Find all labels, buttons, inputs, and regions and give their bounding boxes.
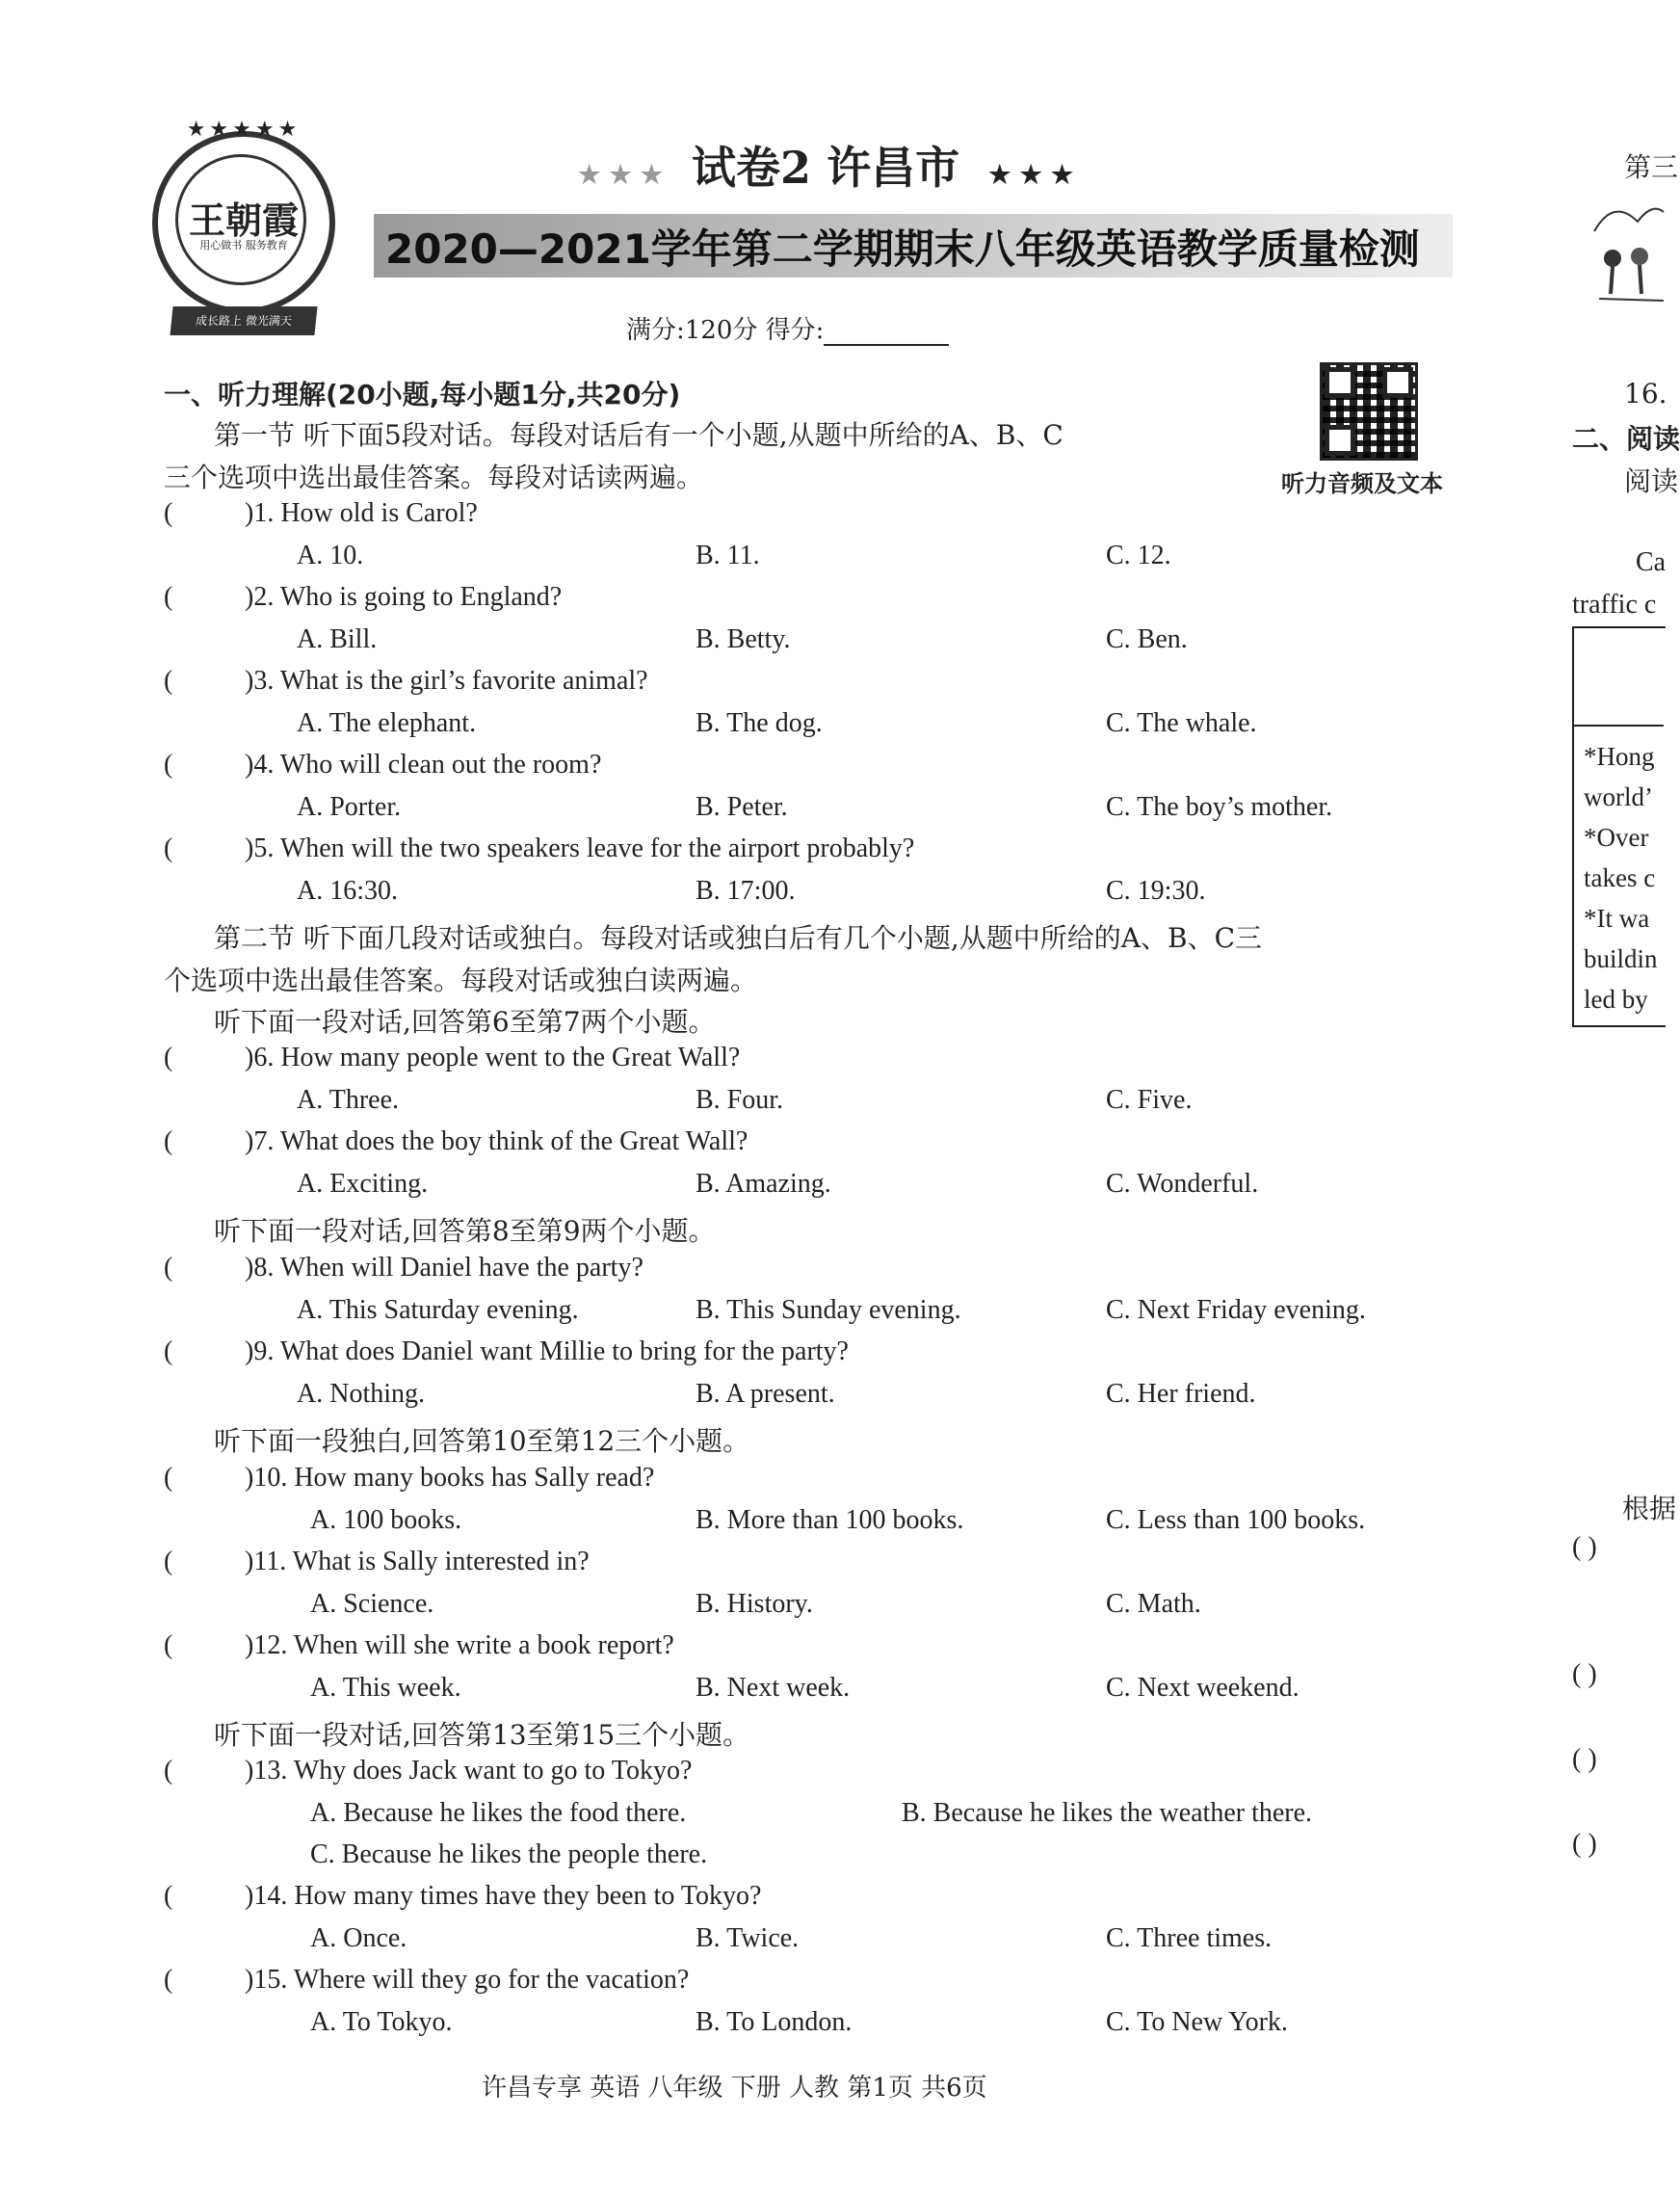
q2-option-a: A. Bill. (297, 624, 378, 654)
q14-option-a: A. Once. (310, 1923, 407, 1953)
right-edge-paren-3[interactable]: ( ) (1572, 1744, 1597, 1774)
question-12: )12. When will she write a book report? (245, 1630, 674, 1660)
instruction-10-12: 听下面一段独白,回答第10至第12三个小题。 (214, 1425, 750, 1457)
paren-12[interactable]: ( (164, 1630, 173, 1660)
q10-option-c: C. Less than 100 books. (1106, 1505, 1366, 1535)
right-edge-text-8: world’ (1584, 782, 1653, 811)
question-9: )9. What does Daniel want Millie to bring for the party? (245, 1336, 849, 1366)
q7-option-b: B. Amazing. (696, 1169, 831, 1199)
instruction-13-15: 听下面一段对话,回答第13至第15三个小题。 (214, 1719, 750, 1751)
q5-option-b: B. 17:00. (696, 876, 796, 906)
part2-instruction-2: 个选项中选出最佳答案。每段对话或独白读两遍。 (164, 965, 758, 996)
question-14: )14. How many times have they been to Tokyo? (245, 1881, 762, 1911)
right-edge-text-4: 阅读 (1624, 465, 1679, 497)
question-5: )5. When will the two speakers leave for the airport probably? (245, 833, 915, 863)
logo-subtext: 用心做书 服务教育 (199, 239, 288, 251)
paren-8[interactable]: ( (164, 1253, 173, 1283)
logo-text: 王朝霞 (188, 198, 299, 242)
stars-right: ★ ★ ★ (988, 161, 1074, 190)
q14-option-c: C. Three times. (1106, 1923, 1273, 1953)
q4-option-a: A. Porter. (297, 792, 402, 822)
q5-option-c: C. 19:30. (1106, 876, 1206, 906)
paren-1[interactable]: ( (164, 498, 173, 528)
q15-option-c: C. To New York. (1106, 2007, 1288, 2037)
score-blank[interactable] (824, 319, 949, 346)
qr-corner (1325, 367, 1355, 398)
paren-6[interactable]: ( (164, 1043, 173, 1072)
q10-option-b: B. More than 100 books. (696, 1505, 964, 1535)
right-edge-paren-2[interactable]: ( ) (1572, 1659, 1597, 1689)
paren-2[interactable]: ( (164, 582, 173, 612)
right-edge-text-13: led by (1584, 985, 1648, 1014)
question-13: )13. Why does Jack want to go to Tokyo? (245, 1756, 693, 1786)
right-edge-text-9: *Over (1584, 823, 1649, 852)
q3-option-b: B. The dog. (696, 708, 823, 738)
part1-instruction-2: 三个选项中选出最佳答案。每段对话读两遍。 (164, 462, 704, 493)
q13-option-b: B. Because he likes the weather there. (902, 1798, 1313, 1828)
q8-option-c: C. Next Friday evening. (1106, 1295, 1366, 1325)
q13-option-c: C. Because he likes the people there. (310, 1839, 708, 1869)
q11-option-b: B. History. (696, 1589, 813, 1619)
right-edge-text-1: 第三 (1624, 151, 1679, 183)
question-11: )11. What is Sally interested in? (245, 1547, 590, 1576)
qr-corner (1382, 367, 1413, 398)
q9-option-a: A. Nothing. (297, 1379, 425, 1409)
logo-stars: ★★★★★ (186, 118, 302, 142)
q2-option-b: B. Betty. (696, 624, 791, 654)
qr-code[interactable] (1320, 362, 1418, 461)
q3-option-c: C. The whale. (1106, 708, 1257, 738)
q8-option-b: B. This Sunday evening. (696, 1295, 961, 1325)
q6-option-a: A. Three. (297, 1085, 399, 1115)
q9-option-b: B. A present. (696, 1379, 835, 1409)
page-footer: 许昌专享 英语 八年级 下册 人教 第1页 共6页 (482, 2074, 987, 2103)
qr-corner (1325, 425, 1355, 456)
right-edge-paren-1[interactable]: ( ) (1572, 1532, 1597, 1562)
question-7: )7. What does the boy think of the Great Wall? (245, 1126, 748, 1156)
right-edge-text-14: 根据 (1622, 1493, 1677, 1524)
reading-table-divider (1572, 725, 1664, 727)
question-4: )4. Who will clean out the room? (245, 750, 602, 780)
right-edge-text-5: Ca (1636, 547, 1667, 577)
exam-label-row (578, 133, 1073, 197)
right-edge-text-11: *It wa (1584, 904, 1650, 933)
q7-option-a: A. Exciting. (297, 1169, 429, 1199)
part2-instruction-1: 第二节 听下面几段对话或独白。每段对话或独白后有几个小题,从题中所给的A、B、C三 (214, 922, 1263, 954)
q13-option-a: A. Because he likes the food there. (310, 1798, 687, 1828)
right-edge-text-2: 16. (1624, 378, 1667, 410)
exam-label: 试卷2 许昌市 (692, 142, 960, 194)
publisher-logo (152, 118, 335, 328)
qr-caption: 听力音频及文本 (1281, 470, 1443, 497)
part1-instruction-1: 第一节 听下面5段对话。每段对话后有一个小题,从题中所给的A、B、C (214, 419, 1063, 451)
q4-option-b: B. Peter. (696, 792, 788, 822)
q9-option-c: C. Her friend. (1106, 1379, 1256, 1409)
q1-option-b: B. 11. (696, 541, 760, 570)
question-8: )8. When will Daniel have the party? (245, 1253, 643, 1283)
q3-option-a: A. The elephant. (297, 708, 477, 738)
question-3: )3. What is the girl’s favorite animal? (245, 666, 648, 696)
stars-left: ★ ★ ★ (578, 161, 664, 190)
paren-9[interactable]: ( (164, 1336, 173, 1366)
paren-15[interactable]: ( (164, 1965, 173, 1995)
paren-11[interactable]: ( (164, 1547, 173, 1576)
q10-option-a: A. 100 books. (310, 1505, 462, 1535)
score-line (626, 310, 949, 346)
q6-option-c: C. Five. (1106, 1085, 1193, 1115)
q5-option-a: A. 16:30. (297, 876, 398, 906)
right-edge-section2-heading: 二、阅读 (1572, 423, 1680, 455)
q7-option-c: C. Wonderful. (1106, 1169, 1259, 1199)
q12-option-b: B. Next week. (696, 1673, 851, 1703)
section1-heading: 一、听力理解(20小题,每小题1分,共20分) (164, 379, 681, 410)
q2-option-c: C. Ben. (1106, 624, 1188, 654)
q12-option-a: A. This week. (310, 1673, 461, 1703)
q11-option-a: A. Science. (310, 1589, 434, 1619)
instruction-6-7: 听下面一段对话,回答第6至第7两个小题。 (214, 1006, 716, 1038)
q15-option-b: B. To London. (696, 2007, 853, 2037)
question-15: )15. Where will they go for the vacation? (245, 1965, 690, 1995)
right-edge-text-7: *Hong (1584, 742, 1655, 771)
question-10: )10. How many books has Sally read? (245, 1463, 655, 1493)
paren-3[interactable]: ( (164, 666, 173, 696)
cartoon-illustration (1589, 193, 1664, 308)
q1-option-a: A. 10. (297, 541, 364, 570)
right-edge-paren-4[interactable]: ( ) (1572, 1829, 1597, 1859)
paren-13[interactable]: ( (164, 1756, 173, 1786)
score-text: 满分:120分 得分: (626, 316, 825, 345)
instruction-8-9: 听下面一段对话,回答第8至第9两个小题。 (214, 1215, 716, 1247)
right-edge-text-6: traffic c (1572, 590, 1657, 620)
logo-banner: 成长路上 微光满天 (170, 306, 317, 335)
exam-title: 2020—2021学年第二学期期末八年级英语教学质量检测 (385, 225, 1420, 273)
q4-option-c: C. The boy’s mother. (1106, 792, 1333, 822)
right-edge-text-12: buildin (1584, 944, 1658, 973)
q1-option-c: C. 12. (1106, 541, 1171, 570)
q6-option-b: B. Four. (696, 1085, 784, 1115)
paren-7[interactable]: ( (164, 1126, 173, 1156)
q15-option-a: A. To Tokyo. (310, 2007, 453, 2037)
question-6: )6. How many people went to the Great Wall? (245, 1043, 741, 1072)
paren-14[interactable]: ( (164, 1881, 173, 1911)
paren-4[interactable]: ( (164, 750, 173, 780)
q11-option-c: C. Math. (1106, 1589, 1201, 1619)
q12-option-c: C. Next weekend. (1106, 1673, 1299, 1703)
paren-5[interactable]: ( (164, 833, 173, 863)
q14-option-b: B. Twice. (696, 1923, 800, 1953)
paren-10[interactable]: ( (164, 1463, 173, 1493)
question-1: )1. How old is Carol? (245, 498, 478, 528)
question-2: )2. Who is going to England? (245, 582, 563, 612)
right-edge-text-10: takes c (1584, 863, 1656, 892)
q8-option-a: A. This Saturday evening. (297, 1295, 579, 1325)
